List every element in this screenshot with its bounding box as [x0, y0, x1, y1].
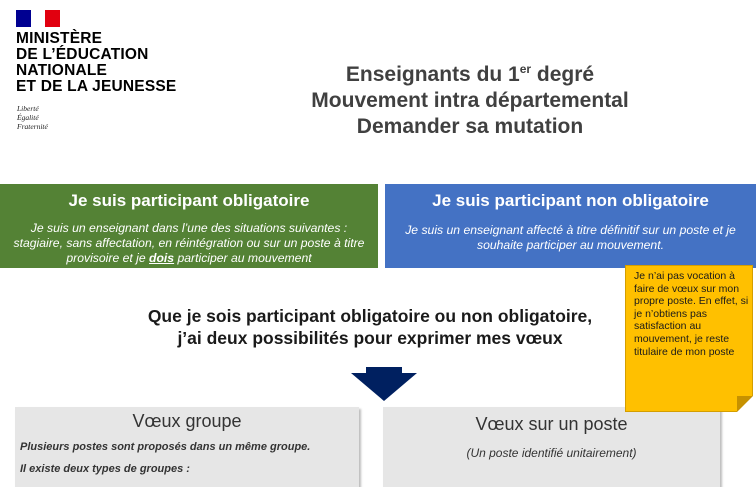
statement-line-2: j’ai deux possibilités pour exprimer mes vœux: [177, 328, 563, 348]
motto-line: Liberté: [17, 104, 39, 113]
voeux-poste-box: [383, 407, 720, 487]
ministry-line: MINISTÈRE: [16, 30, 103, 47]
panel-heading: Je suis participant non obligatoire: [432, 191, 709, 210]
sticky-note: [625, 265, 753, 412]
title-line-1: Enseignants du 1er degré: [345, 62, 595, 86]
page-title: [260, 62, 680, 140]
title-line-3: Demander sa mutation: [356, 115, 584, 138]
french-flag-icon: [16, 10, 60, 27]
box-text: Il existe deux types de groupes :: [20, 463, 190, 475]
motto-line: Fraternité: [17, 122, 48, 131]
emphasis-dois: dois: [149, 251, 175, 265]
panel-participant-obligatoire: [0, 184, 378, 268]
panel-participant-non-obligatoire: [385, 184, 756, 268]
panel-heading: Je suis participant obligatoire: [68, 191, 310, 210]
motto-line: Égalité: [17, 113, 39, 122]
box-text: Plusieurs postes sont proposés dans un même groupe.: [20, 441, 311, 453]
box-heading: Vœux groupe: [132, 411, 242, 431]
panel-text: Je suis un enseignant dans l’une des situations suivantes : stagiaire, sans affectation, en réintégration ou sur un poste à titre provisoire et je dois participer au mouvement: [13, 221, 365, 265]
note-fold-corner: [737, 396, 753, 412]
republic-motto: [17, 104, 48, 131]
ministry-line: DE L’ÉDUCATION: [16, 46, 149, 63]
title-line-2: Mouvement intra départemental: [311, 89, 629, 112]
voeux-groupe-box: [15, 407, 359, 487]
title-superscript: er: [519, 62, 532, 76]
note-text: Je n’ai pas vocation à faire de vœux sur mon propre poste. En effet, si je n’obtiens pas satisfaction au mouvement, je reste titulaire de mon poste: [634, 270, 749, 358]
panel-text: Je suis un enseignant affecté à titre définitif sur un poste et je souhaite participer au mouvement.: [405, 223, 736, 252]
box-subtext: (Un poste identifié unitairement): [466, 446, 637, 460]
box-heading: Vœux sur un poste: [475, 414, 628, 434]
ministry-name: [16, 31, 176, 95]
two-options-statement: [100, 305, 640, 349]
statement-line-1: Que je sois participant obligatoire ou non obligatoire,: [147, 306, 593, 326]
ministry-line: NATIONALE: [16, 62, 108, 79]
ministry-line: ET DE LA JEUNESSE: [16, 78, 177, 95]
down-arrow-icon: [351, 367, 417, 401]
